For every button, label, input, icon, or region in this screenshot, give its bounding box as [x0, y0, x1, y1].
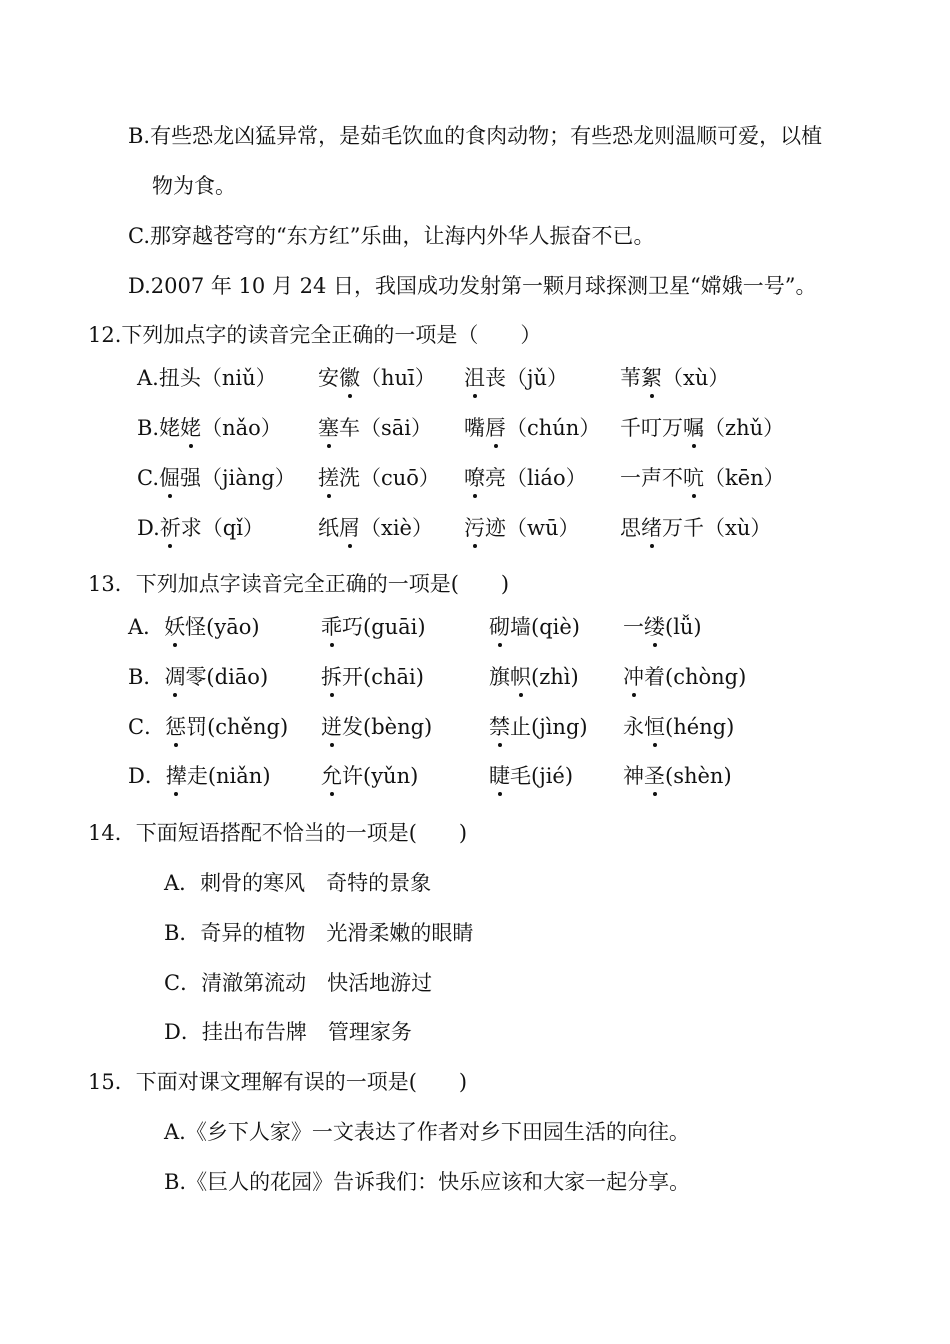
option-reading: 止(jìng) — [510, 715, 588, 739]
emphasized-character: 帜 — [510, 665, 531, 689]
q12-row1-item4 — [620, 364, 729, 392]
emphasized-character: 缕 — [644, 615, 665, 639]
option-text: 一 — [623, 615, 644, 639]
emphasized-character: 允 — [321, 764, 342, 788]
option-reading: 罚(chěng) — [186, 715, 289, 739]
option-text: B.姥 — [137, 416, 181, 440]
emphasized-character: 沮 — [464, 366, 485, 390]
q12-row3-item1 — [137, 464, 296, 492]
q12-row4-item1 — [137, 514, 264, 542]
emphasized-character: 恒 — [644, 715, 665, 739]
option-reading: 巧(guāi) — [342, 615, 426, 639]
q12-row2-item4 — [620, 414, 784, 442]
prev-option-d: D.2007 年 10 月 24 日，我国成功发射第一颗月球探测卫星“嫦娥一号”。 — [128, 274, 817, 298]
option-reading: 亮（liáo） — [485, 466, 587, 490]
q13-row1-item4 — [623, 613, 702, 641]
option-reading: (shèn) — [665, 764, 732, 788]
q13-row1-item3 — [489, 613, 580, 641]
emphasized-character: 惩 — [165, 715, 187, 739]
q13-row4-item1 — [128, 762, 271, 790]
q14-option-a: A．刺骨的寒风 奇特的景象 — [164, 871, 432, 895]
option-reading: 丧（jǔ） — [485, 366, 569, 390]
q14-stem: 14．下面短语搭配不恰当的一项是( ) — [88, 821, 468, 845]
option-reading: 零(diāo) — [185, 665, 269, 689]
option-reading: 洗（cuō） — [339, 466, 440, 490]
option-reading: 走(niǎn) — [186, 764, 271, 788]
option-text: C. — [137, 466, 159, 490]
emphasized-character: 絮 — [641, 366, 662, 390]
emphasized-character: 搓 — [318, 466, 339, 490]
q12-row3-item3 — [464, 464, 587, 492]
q13-row3-item3 — [489, 713, 588, 741]
emphasized-character: 唇 — [485, 416, 506, 440]
option-text: A． — [128, 615, 165, 639]
q15-option-b: B.《巨人的花园》告诉我们：快乐应该和大家一起分享。 — [164, 1170, 691, 1194]
option-text: D. — [137, 516, 160, 540]
option-reading: 发(bèng) — [342, 715, 433, 739]
prev-option-b-line1: B.有些恐龙凶猛异常，是茹毛饮血的食肉动物；有些恐龙则温顺可爱，以植 — [128, 124, 823, 148]
option-text: 苇 — [620, 366, 641, 390]
option-reading: 迹（wū） — [485, 516, 580, 540]
q13-row2-item1 — [128, 663, 268, 691]
emphasized-character: 嘱 — [683, 416, 704, 440]
emphasized-character: 冲 — [623, 665, 644, 689]
option-text: 一声不 — [620, 466, 683, 490]
q13-row3-item4 — [623, 713, 734, 741]
option-reading: 万千（xù） — [662, 516, 772, 540]
option-reading: (zhì) — [531, 665, 579, 689]
option-reading: （xù） — [662, 366, 730, 390]
option-text: 神 — [623, 764, 644, 788]
q13-row1-item2 — [321, 613, 426, 641]
option-reading: 头（niǔ） — [179, 366, 277, 390]
q12-stem: 12.下列加点字的读音完全正确的一项是（ ） — [88, 323, 542, 347]
option-reading: 怪(yāo) — [185, 615, 260, 639]
option-reading: （huī） — [360, 366, 436, 390]
option-reading: （chún） — [506, 416, 601, 440]
option-text: 嘴 — [464, 416, 485, 440]
q12-row1-item1 — [137, 364, 277, 392]
emphasized-character: 乖 — [321, 615, 342, 639]
emphasized-character: 迸 — [321, 715, 342, 739]
option-reading: （zhǔ） — [704, 416, 785, 440]
prev-option-b-line2: 物为食。 — [152, 174, 236, 198]
emphasized-character: 圣 — [644, 764, 665, 788]
q13-row4-item4 — [623, 762, 732, 790]
emphasized-character: 嘹 — [464, 466, 485, 490]
q12-row3-item2 — [318, 464, 440, 492]
option-text: 安 — [318, 366, 339, 390]
option-text: 思 — [620, 516, 641, 540]
option-text: A.扭 — [137, 366, 180, 390]
q15-stem: 15．下面对课文理解有误的一项是( ) — [88, 1070, 468, 1094]
emphasized-character: 砌 — [489, 615, 510, 639]
q12-row4-item4 — [620, 514, 771, 542]
option-reading: (héng) — [665, 715, 735, 739]
emphasized-character: 徽 — [339, 366, 360, 390]
q13-row2-item4 — [623, 663, 746, 691]
option-reading: 强（jiàng） — [180, 466, 296, 490]
q13-row3-item1 — [128, 713, 288, 741]
option-text: B． — [128, 665, 165, 689]
q15-option-a: A.《乡下人家》一文表达了作者对乡下田园生活的向往。 — [164, 1120, 690, 1144]
option-text: D． — [128, 764, 166, 788]
q12-row1-item2 — [318, 364, 436, 392]
q13-row1-item1 — [128, 613, 260, 641]
emphasized-character: 禁 — [489, 715, 510, 739]
emphasized-character: 吭 — [683, 466, 704, 490]
emphasized-character: 绪 — [641, 516, 662, 540]
emphasized-character: 倔 — [159, 466, 180, 490]
option-reading: 许(yǔn) — [342, 764, 419, 788]
option-reading: 开(chāi) — [342, 665, 424, 689]
emphasized-character: 塞 — [318, 416, 339, 440]
emphasized-character: 姥 — [180, 416, 202, 440]
q13-row2-item3 — [489, 663, 579, 691]
q12-row1-item3 — [464, 364, 568, 392]
q12-row2-item1 — [137, 414, 282, 442]
emphasized-character: 污 — [464, 516, 485, 540]
emphasized-character: 屑 — [339, 516, 360, 540]
q14-option-c: C．清澈第流动 快活地游过 — [164, 971, 433, 995]
prev-option-c: C.那穿越苍穹的“东方红”乐曲，让海内外华人振奋不已。 — [128, 224, 655, 248]
option-reading: (lǚ) — [665, 615, 702, 639]
emphasized-character: 睫 — [489, 764, 510, 788]
q12-row4-item3 — [464, 514, 580, 542]
q13-row4-item2 — [321, 762, 418, 790]
option-reading: （kēn） — [704, 466, 785, 490]
q12-row4-item2 — [318, 514, 433, 542]
option-reading: （xiè） — [360, 516, 433, 540]
option-text: 纸 — [318, 516, 339, 540]
q12-row3-item4 — [620, 464, 785, 492]
option-reading: 毛(jié) — [510, 764, 574, 788]
q14-option-d: D．挂出布告牌 管理家务 — [164, 1020, 412, 1044]
q12-row2-item2 — [318, 414, 432, 442]
q14-option-b: B．奇异的植物 光滑柔嫩的眼睛 — [164, 921, 474, 945]
option-text: 千叮万 — [620, 416, 683, 440]
option-text: 永 — [623, 715, 644, 739]
emphasized-character: 拆 — [321, 665, 342, 689]
option-text: C． — [128, 715, 166, 739]
q13-stem: 13．下列加点字读音完全正确的一项是( ) — [88, 572, 510, 596]
q12-row2-item3 — [464, 414, 600, 442]
option-reading: 车（sāi） — [339, 416, 433, 440]
emphasized-character: 撵 — [165, 764, 187, 788]
option-text: 旗 — [489, 665, 510, 689]
emphasized-character: 凋 — [164, 665, 186, 689]
option-reading: （nǎo） — [201, 416, 282, 440]
emphasized-character: 祈 — [159, 516, 181, 540]
q13-row2-item2 — [321, 663, 424, 691]
option-reading: 墙(qiè) — [510, 615, 580, 639]
q13-row4-item3 — [489, 762, 573, 790]
option-reading: 求（qǐ） — [180, 516, 264, 540]
q13-row3-item2 — [321, 713, 432, 741]
emphasized-character: 妖 — [164, 615, 186, 639]
option-reading: 着(chòng) — [644, 665, 747, 689]
